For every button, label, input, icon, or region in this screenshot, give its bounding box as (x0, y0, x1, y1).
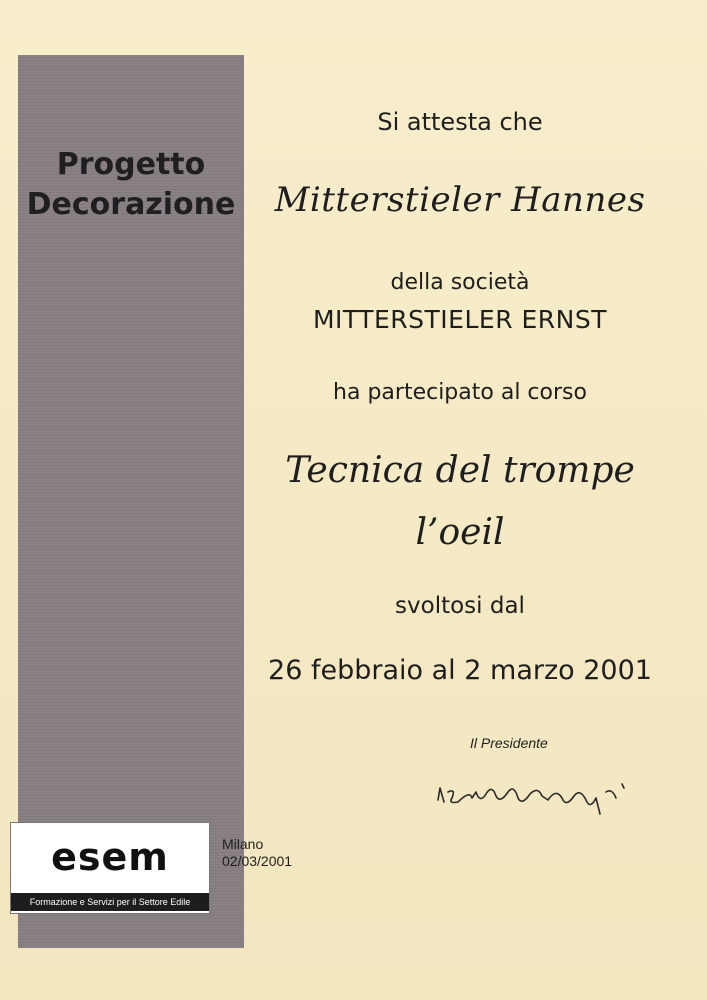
issue-location-date (222, 836, 292, 870)
sidebar-title-line1: Progetto (56, 147, 206, 182)
sidebar-title-line2: Decorazione (26, 187, 236, 222)
president-label: Il Presidente (470, 735, 548, 751)
issue-date: 02/03/2001 (222, 853, 293, 869)
participation-text: ha partecipato al corso (333, 380, 587, 405)
course-title-line1: Tecnica del trompe (285, 450, 635, 491)
course-dates: 26 febbraio al 2 marzo 2001 (268, 655, 652, 686)
intro-text: Si attesta che (377, 108, 543, 136)
period-label: svoltosi dal (395, 593, 525, 619)
company-label: della società (390, 270, 530, 295)
course-title-line2: l’oeil (415, 512, 505, 553)
sidebar-title (18, 145, 244, 225)
logo-name: esem (51, 835, 169, 879)
recipient-name: Mitterstieler Hannes (274, 180, 646, 220)
president-signature (430, 770, 640, 830)
company-name: MITTERSTIELER ERNST (312, 305, 608, 334)
esem-logo (10, 822, 210, 914)
logo-tagline: Formazione e Servizi per il Settore Edile (11, 893, 209, 911)
issue-place: Milano (222, 836, 264, 852)
